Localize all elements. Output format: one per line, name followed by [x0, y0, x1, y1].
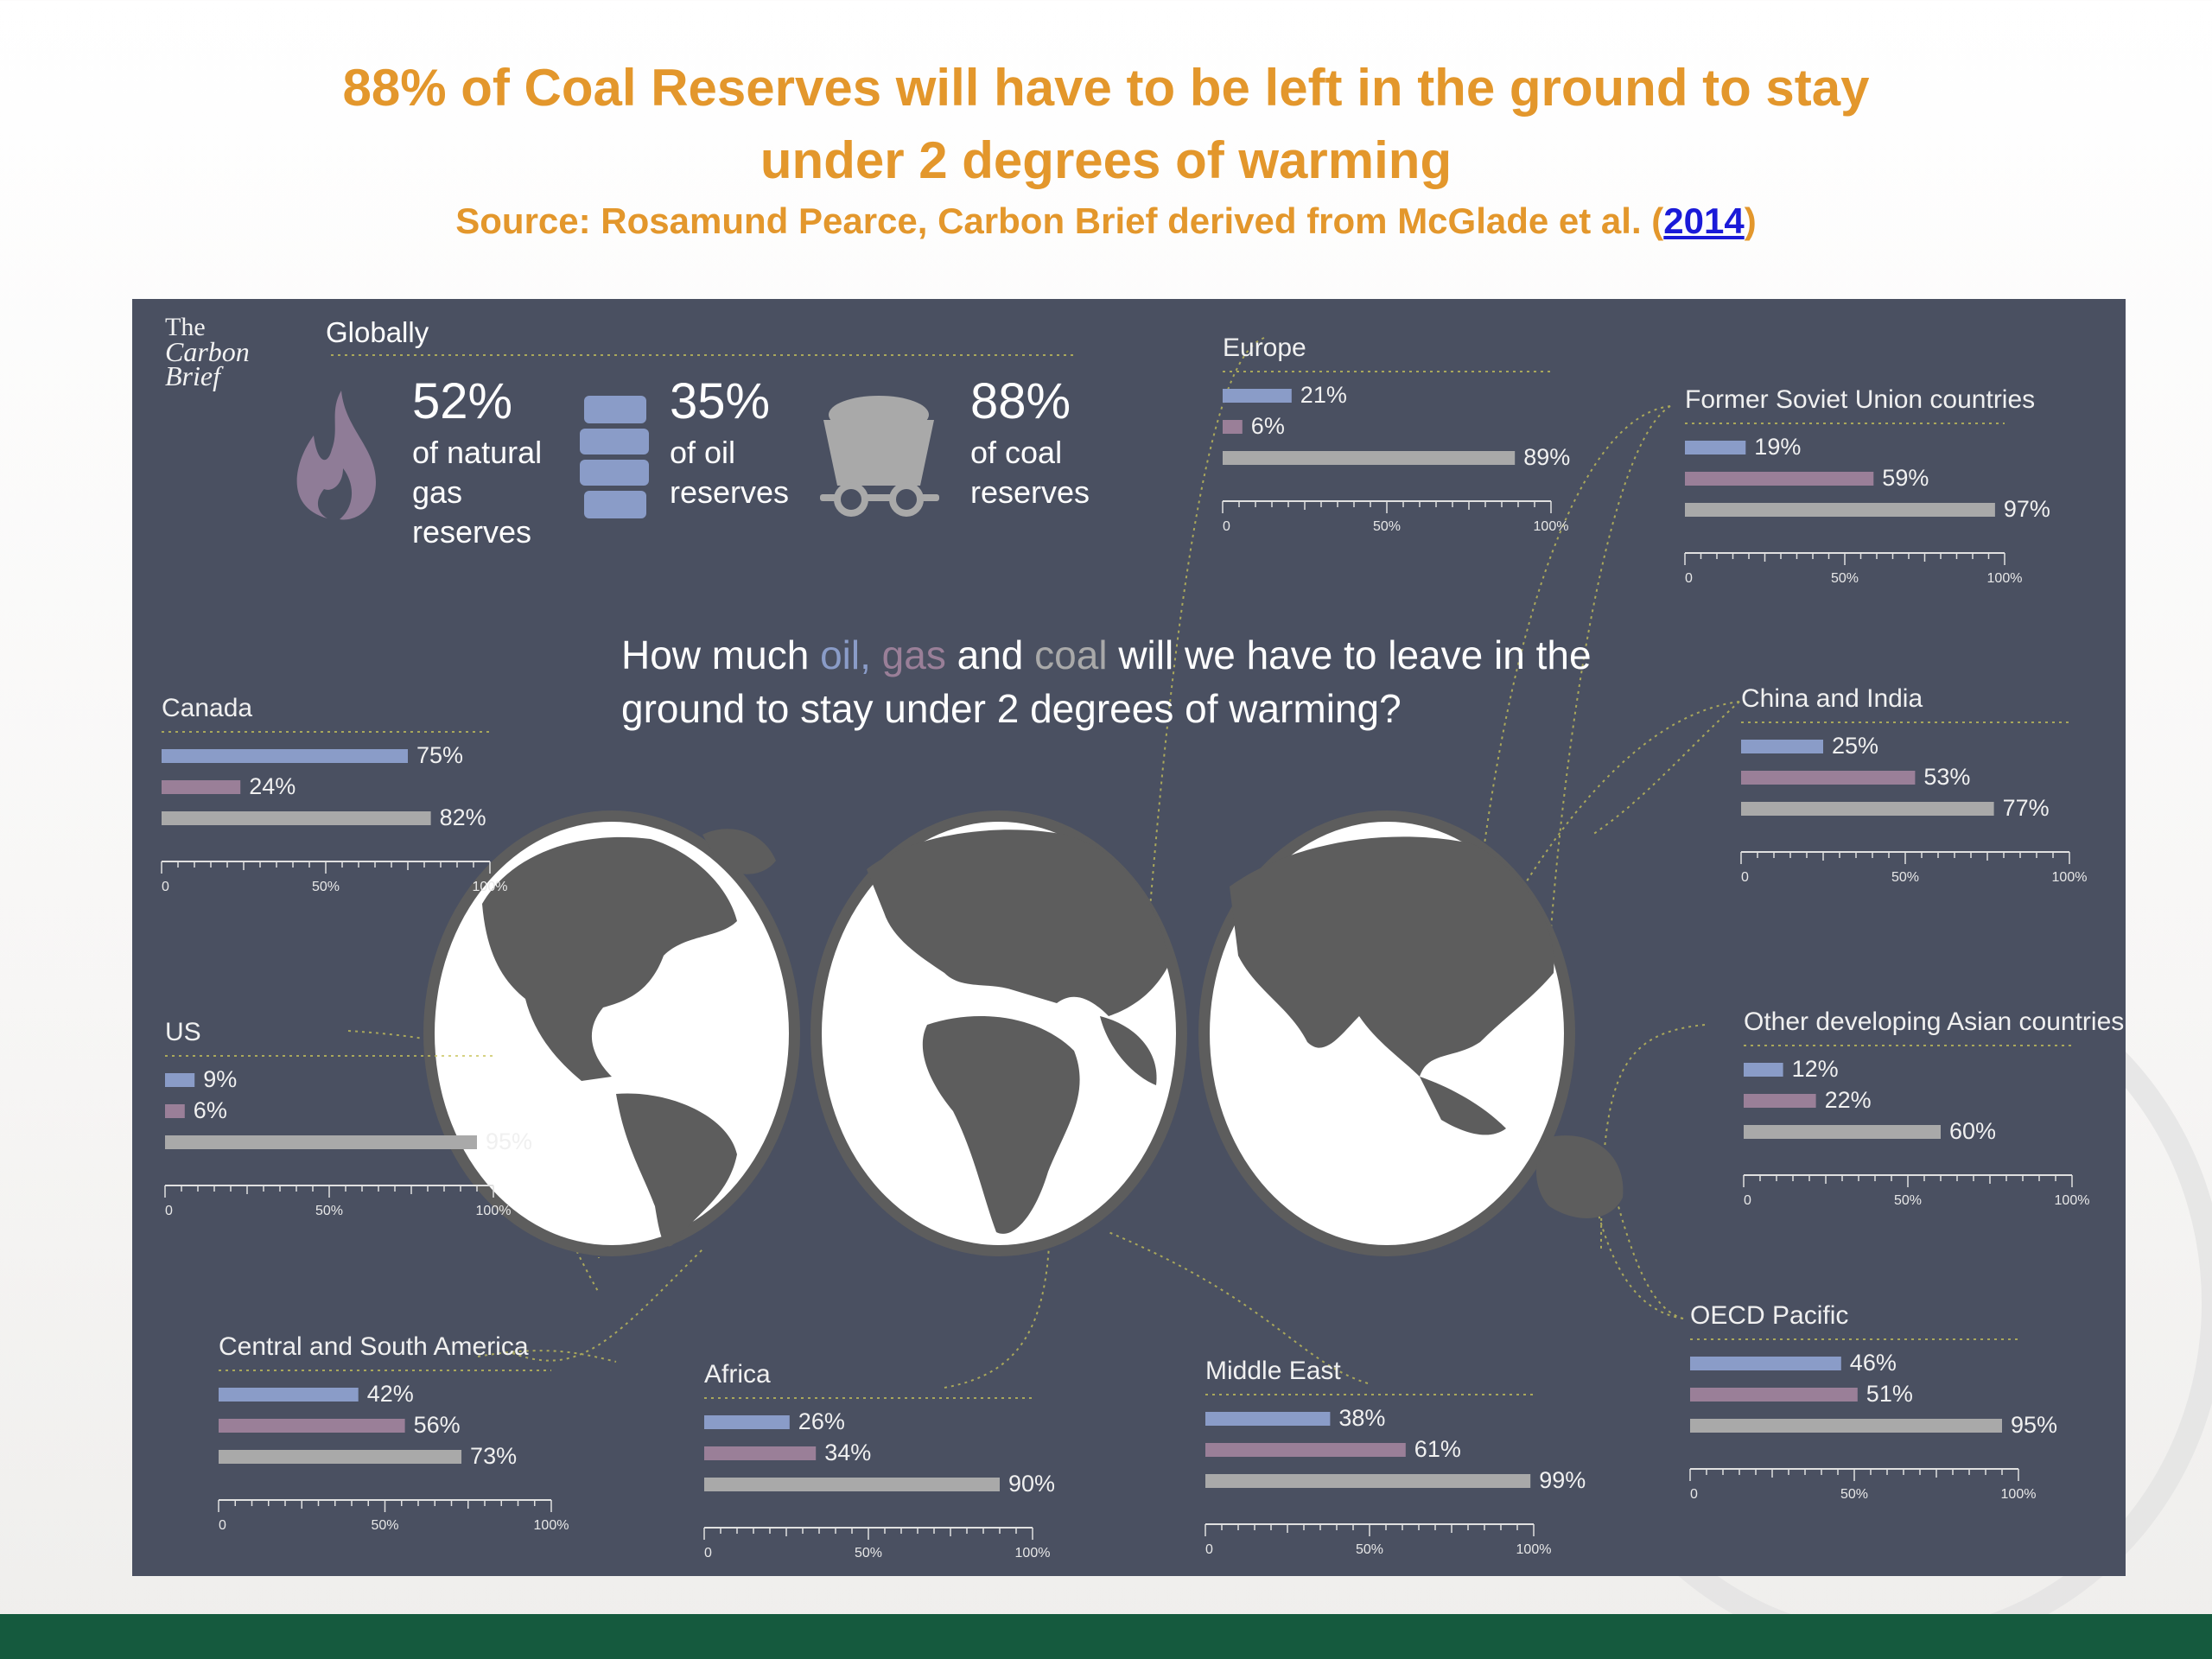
bar-gas	[1223, 420, 1243, 434]
region-title: Middle East	[1205, 1357, 1341, 1385]
axis-tick-label: 50%	[1840, 1487, 1869, 1502]
bar-label-oil: 21%	[1300, 382, 1347, 408]
bar-oil	[1685, 441, 1745, 454]
bar-gas	[1205, 1443, 1406, 1457]
axis-tick-label: 0	[1690, 1487, 1698, 1502]
bar-gas	[704, 1446, 816, 1460]
bar-oil	[1205, 1412, 1330, 1426]
region-chart-europe	[1223, 334, 1570, 534]
oil-text-1: of oil	[670, 435, 736, 470]
bar-label-coal: 95%	[486, 1128, 533, 1154]
bar-label-coal: 77%	[2002, 795, 2050, 821]
axis-tick-label: 50%	[854, 1546, 883, 1560]
oil-text-2: reserves	[670, 474, 790, 510]
axis-tick-label: 50%	[1893, 1193, 1923, 1208]
bar-label-gas: 51%	[1866, 1381, 1913, 1407]
globally-label: Globally	[326, 316, 429, 348]
bar-gas	[162, 780, 240, 794]
region-title: Africa	[704, 1360, 771, 1389]
region-chart-canada	[162, 694, 507, 894]
coal-text-1: of coal	[970, 435, 1063, 470]
region-chart-csa	[219, 1332, 569, 1533]
bar-label-oil: 12%	[1791, 1056, 1839, 1082]
infographic-svg	[132, 299, 2126, 1576]
axis-tick-label: 0	[1685, 571, 1693, 586]
axis-tick-label: 100%	[2000, 1487, 2037, 1502]
bar-label-gas: 22%	[1824, 1087, 1872, 1113]
source-suffix: )	[1744, 200, 1757, 241]
bar-oil	[165, 1073, 194, 1087]
region-chart-fsu	[1685, 385, 2050, 586]
region-chart-africa	[704, 1360, 1055, 1560]
bar-label-coal: 90%	[1008, 1471, 1056, 1497]
flame-icon	[297, 391, 376, 519]
logo-line1: The	[165, 313, 206, 341]
axis-tick-label: 0	[704, 1546, 712, 1560]
axis-tick-label: 100%	[1986, 571, 2023, 586]
bar-coal	[219, 1450, 461, 1464]
axis-tick-label: 50%	[315, 1204, 344, 1218]
coal-text-2: reserves	[970, 474, 1090, 510]
bar-coal	[1685, 503, 1995, 517]
bar-label-gas: 53%	[1923, 764, 1971, 790]
region-title: Other developing Asian countries	[1744, 1007, 2125, 1036]
axis-tick-label: 100%	[475, 1204, 512, 1218]
bar-label-oil: 25%	[1832, 733, 1879, 759]
bar-gas	[1685, 472, 1873, 486]
axis-tick-label: 100%	[1516, 1542, 1552, 1557]
source-prefix: Source: Rosamund Pearce, Carbon Brief derived from McGlade et al. (	[455, 200, 1664, 241]
bar-coal	[1741, 802, 1994, 816]
bar-label-coal: 97%	[2003, 496, 2050, 522]
bar-label-gas: 61%	[1414, 1436, 1461, 1462]
bar-label-gas: 59%	[1882, 465, 1929, 491]
logo-line2: Carbon	[165, 336, 250, 367]
gas-text-2: gas	[412, 474, 463, 510]
bar-gas	[165, 1104, 185, 1118]
bar-oil	[1690, 1357, 1841, 1370]
bar-coal	[1205, 1474, 1530, 1488]
region-chart-oecd	[1690, 1301, 2057, 1502]
bar-oil	[1741, 740, 1823, 753]
bar-coal	[165, 1135, 477, 1149]
bar-label-oil: 19%	[1754, 434, 1802, 460]
gas-text-1: of natural	[412, 435, 543, 470]
logo-line3: Brief	[165, 360, 220, 391]
axis-tick-label: 100%	[2051, 870, 2088, 885]
axis-tick-label: 0	[219, 1518, 226, 1533]
coal-percent: 88%	[970, 373, 1071, 429]
carbon-brief-logo	[165, 313, 250, 391]
bar-label-oil: 38%	[1338, 1405, 1386, 1431]
source-line	[0, 197, 2212, 245]
gas-text-3: reserves	[412, 514, 532, 550]
axis-tick-label: 0	[165, 1204, 173, 1218]
axis-tick-label: 50%	[371, 1518, 399, 1533]
slide-title-line1: 88% of Coal Reserves will have to be left in the ground to stay	[342, 59, 1870, 117]
question-line1: How much oil, gas and coal will we have to leave in the	[621, 632, 1592, 677]
bar-label-coal: 82%	[439, 804, 486, 830]
bar-label-oil: 46%	[1849, 1350, 1897, 1376]
region-title: Canada	[162, 694, 253, 722]
bar-oil	[704, 1415, 790, 1429]
slide-title-line2: under 2 degrees of warming	[760, 131, 1452, 189]
bar-oil	[219, 1388, 359, 1402]
axis-tick-label: 100%	[1014, 1546, 1051, 1560]
axis-tick-label: 100%	[1533, 519, 1569, 534]
region-title: OECD Pacific	[1690, 1301, 1849, 1330]
axis-tick-label: 50%	[311, 880, 340, 894]
bar-coal	[162, 811, 431, 825]
axis-tick-label: 0	[1741, 870, 1749, 885]
source-year-link[interactable]: 2014	[1663, 200, 1745, 241]
footer-bar	[0, 1614, 2212, 1659]
region-title: Europe	[1223, 334, 1306, 362]
region-title: Former Soviet Union countries	[1685, 385, 2036, 414]
bar-gas	[1744, 1094, 1816, 1108]
bar-coal	[1744, 1125, 1941, 1139]
region-title: Central and South America	[219, 1332, 529, 1361]
axis-tick-label: 0	[1223, 519, 1230, 534]
globe-asia-oceania	[1198, 810, 1623, 1256]
bar-coal	[1690, 1419, 2002, 1433]
axis-tick-label: 0	[1744, 1193, 1751, 1208]
bar-label-gas: 6%	[193, 1097, 227, 1123]
globe-europe-africa	[810, 810, 1187, 1256]
axis-tick-label: 100%	[472, 880, 508, 894]
bar-label-coal: 89%	[1523, 444, 1571, 470]
bar-gas	[1741, 771, 1915, 785]
oil-barrel-icon	[580, 396, 649, 518]
infographic-panel	[132, 299, 2126, 1576]
region-chart-me	[1205, 1357, 1586, 1557]
bar-label-gas: 56%	[413, 1412, 461, 1438]
bar-label-oil: 75%	[416, 742, 464, 768]
coal-cart-icon	[820, 396, 939, 513]
bar-gas	[1690, 1388, 1858, 1402]
bar-coal	[1223, 451, 1515, 465]
bar-oil	[1744, 1063, 1783, 1077]
bar-gas	[219, 1419, 405, 1433]
oil-percent: 35%	[670, 373, 771, 429]
question-line2: ground to stay under 2 degrees of warming?	[621, 686, 1402, 731]
axis-tick-label: 0	[1205, 1542, 1213, 1557]
axis-tick-label: 50%	[1830, 571, 1859, 586]
bar-oil	[1223, 389, 1292, 403]
bar-oil	[162, 749, 408, 763]
axis-tick-label: 100%	[533, 1518, 569, 1533]
axis-tick-label: 100%	[2054, 1193, 2090, 1208]
bar-label-gas: 6%	[1250, 413, 1285, 439]
region-title: US	[165, 1018, 201, 1046]
bar-label-oil: 26%	[798, 1408, 845, 1434]
bar-label-gas: 34%	[824, 1440, 872, 1465]
globe-americas	[423, 810, 800, 1256]
axis-tick-label: 0	[162, 880, 169, 894]
axis-tick-label: 50%	[1891, 870, 1920, 885]
bar-coal	[704, 1478, 1000, 1491]
bar-label-gas: 24%	[249, 773, 296, 799]
region-chart-china	[1741, 684, 2087, 885]
bar-label-oil: 42%	[366, 1381, 414, 1407]
bar-label-coal: 60%	[1949, 1118, 1997, 1144]
gas-percent: 52%	[412, 373, 513, 429]
axis-tick-label: 50%	[1372, 519, 1402, 534]
axis-tick-label: 50%	[1355, 1542, 1384, 1557]
bar-label-coal: 95%	[2011, 1412, 2058, 1438]
bar-label-coal: 99%	[1539, 1467, 1586, 1493]
bar-label-coal: 73%	[470, 1443, 518, 1469]
region-chart-asia	[1744, 1007, 2124, 1208]
bar-label-oil: 9%	[203, 1066, 238, 1092]
region-title: China and India	[1741, 684, 1923, 713]
